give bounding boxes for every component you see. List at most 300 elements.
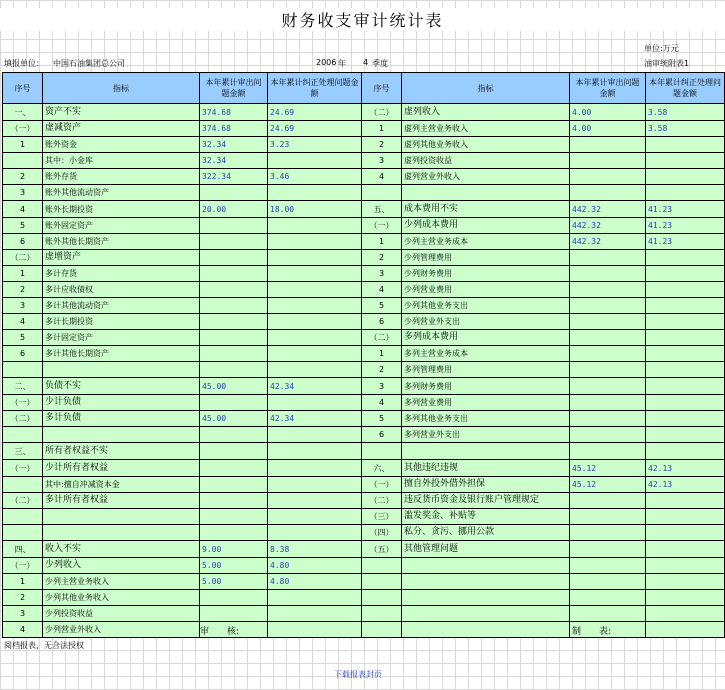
cell-correct-amount-left xyxy=(268,525,362,541)
cell-audit-amount-right: 442.32 xyxy=(570,201,646,218)
table-row xyxy=(3,137,725,153)
cell-audit-amount-right xyxy=(570,137,646,153)
cell-audit-amount-right xyxy=(570,427,646,443)
cell-audit-amount-right xyxy=(570,185,646,201)
cell-indicator-left: 多计所有者权益 xyxy=(43,493,200,509)
cell-indicator-right: 少列管理费用 xyxy=(402,250,570,266)
cell-correct-amount-left xyxy=(268,185,362,201)
cell-indicator-left: 多计其他流动资产 xyxy=(43,298,200,314)
cell-correct-amount-right: 41.23 xyxy=(646,218,725,234)
cell-indicator-right: 私分、贪污、挪用公款 xyxy=(402,525,570,541)
cell-seq-right: （四） xyxy=(362,525,402,541)
cell-seq-right: （一） xyxy=(362,218,402,234)
maker-label: 制 表: xyxy=(572,627,612,637)
cell-correct-amount-left: 4.80 xyxy=(268,558,362,574)
cell-indicator-left: 虚减资产 xyxy=(43,121,200,137)
cell-audit-amount-right xyxy=(570,525,646,541)
cell-indicator-left: 账外资金 xyxy=(43,137,200,153)
cell-correct-amount-left: 24.69 xyxy=(268,121,362,137)
table-row xyxy=(3,574,725,590)
audit-statistics-table xyxy=(2,72,725,638)
cell-seq-left: （一） xyxy=(3,558,43,574)
cell-indicator-right: 滥发奖金、补贴等 xyxy=(402,509,570,525)
cell-correct-amount-right xyxy=(646,395,725,411)
cell-indicator-right: 多列营业费用 xyxy=(402,395,570,411)
cell-indicator-left: 账外固定资产 xyxy=(43,218,200,234)
cell-indicator-left: 少计负债 xyxy=(43,395,200,411)
cell-indicator-right xyxy=(402,443,570,460)
cell-indicator-right: 少列成本费用 xyxy=(402,218,570,234)
cell-indicator-right: 其他管理问题 xyxy=(402,541,570,558)
cell-audit-amount-left: 374.68 xyxy=(200,121,268,137)
cell-correct-amount-right xyxy=(646,314,725,330)
cell-audit-amount-right: 442.32 xyxy=(570,218,646,234)
cell-indicator-right xyxy=(402,622,570,638)
table-row xyxy=(3,314,725,330)
cell-correct-amount-left xyxy=(268,250,362,266)
table-row xyxy=(3,218,725,234)
cell-audit-amount-right xyxy=(570,330,646,346)
cell-audit-amount-right xyxy=(570,250,646,266)
cell-seq-left: 4 xyxy=(3,314,43,330)
cell-audit-amount-right xyxy=(570,541,646,558)
cell-seq-left xyxy=(3,362,43,378)
table-row xyxy=(3,395,725,411)
cell-seq-left: 二、 xyxy=(3,378,43,395)
cell-correct-amount-right xyxy=(646,169,725,185)
cell-indicator-right: 成本费用不实 xyxy=(402,201,570,218)
cell-audit-amount-left xyxy=(200,234,268,250)
cell-correct-amount-left xyxy=(268,218,362,234)
cell-indicator-left: 收入不实 xyxy=(43,541,200,558)
cell-correct-amount-left: 24.69 xyxy=(268,104,362,121)
cell-audit-amount-right xyxy=(570,558,646,574)
cell-correct-amount-left: 8.38 xyxy=(268,541,362,558)
cell-correct-amount-left xyxy=(268,477,362,493)
header-seq-right: 序号 xyxy=(362,73,402,104)
cell-seq-left: 6 xyxy=(3,234,43,250)
cell-correct-amount-right: 41.23 xyxy=(646,201,725,218)
cell-audit-amount-left: 32.34 xyxy=(200,153,268,169)
cell-correct-amount-left: 3.46 xyxy=(268,169,362,185)
cell-audit-amount-left xyxy=(200,460,268,477)
cell-indicator-right xyxy=(402,606,570,622)
cell-correct-amount-left xyxy=(268,590,362,606)
cell-correct-amount-right xyxy=(646,590,725,606)
cell-seq-left: 2 xyxy=(3,590,43,606)
cell-seq-left: （二） xyxy=(3,411,43,427)
cell-indicator-right xyxy=(402,185,570,201)
table-row xyxy=(3,298,725,314)
cell-correct-amount-right xyxy=(646,411,725,427)
cell-audit-amount-right xyxy=(570,574,646,590)
table-row xyxy=(3,558,725,574)
cell-audit-amount-right xyxy=(570,282,646,298)
header-audit-amount-right: 本年累计审出问题金额 xyxy=(570,73,646,104)
cell-seq-left xyxy=(3,525,43,541)
table-row xyxy=(3,378,725,395)
quarter-unit: 季度 xyxy=(372,59,388,68)
cell-indicator-left: 少列投资收益 xyxy=(43,606,200,622)
cell-correct-amount-right: 42.13 xyxy=(646,477,725,493)
cell-seq-left: （一） xyxy=(3,121,43,137)
cell-audit-amount-right: 4.00 xyxy=(570,121,646,137)
cell-correct-amount-right xyxy=(646,427,725,443)
cell-seq-right: （一） xyxy=(362,477,402,493)
table-row xyxy=(3,460,725,477)
cell-indicator-right: 少列财务费用 xyxy=(402,266,570,282)
table-row xyxy=(3,590,725,606)
cell-indicator-right: 多列营业外支出 xyxy=(402,427,570,443)
cell-seq-right: （二） xyxy=(362,104,402,121)
cell-correct-amount-left xyxy=(268,266,362,282)
table-row xyxy=(3,330,725,346)
table-row xyxy=(3,541,725,558)
cell-audit-amount-left xyxy=(200,509,268,525)
cell-indicator-left: 多计负债 xyxy=(43,411,200,427)
cell-audit-amount-right: 442.32 xyxy=(570,234,646,250)
cell-indicator-right xyxy=(402,590,570,606)
cell-seq-left: 6 xyxy=(3,346,43,362)
cell-seq-left: 2 xyxy=(3,282,43,298)
cell-seq-right: 5 xyxy=(362,298,402,314)
cell-audit-amount-left xyxy=(200,525,268,541)
cell-correct-amount-right xyxy=(646,266,725,282)
cell-indicator-left: 负债不实 xyxy=(43,378,200,395)
cell-seq-right: 1 xyxy=(362,346,402,362)
cell-indicator-right: 多列管理费用 xyxy=(402,362,570,378)
cell-seq-right: 1 xyxy=(362,234,402,250)
cell-correct-amount-right xyxy=(646,622,725,638)
cell-seq-right: 2 xyxy=(362,250,402,266)
cell-audit-amount-left xyxy=(200,250,268,266)
cell-seq-right: 5 xyxy=(362,411,402,427)
cell-correct-amount-right xyxy=(646,606,725,622)
cell-correct-amount-right xyxy=(646,282,725,298)
cell-seq-left: （二） xyxy=(3,250,43,266)
cell-seq-right xyxy=(362,443,402,460)
reviewer-label: 审 核: xyxy=(200,627,240,637)
cell-indicator-left: 少列其他业务收入 xyxy=(43,590,200,606)
cell-correct-amount-right xyxy=(646,346,725,362)
cell-seq-right: （二） xyxy=(362,493,402,509)
cell-seq-left: 5 xyxy=(3,330,43,346)
cell-audit-amount-right xyxy=(570,298,646,314)
cell-seq-right xyxy=(362,622,402,638)
cell-indicator-right: 虚列收入 xyxy=(402,104,570,121)
cell-seq-right xyxy=(362,558,402,574)
cell-seq-left xyxy=(3,427,43,443)
cell-audit-amount-right xyxy=(570,362,646,378)
table-row xyxy=(3,427,725,443)
cell-indicator-right: 虚列主营业务收入 xyxy=(402,121,570,137)
cell-audit-amount-right xyxy=(570,606,646,622)
cell-seq-left: 4 xyxy=(3,622,43,638)
cell-seq-left: （二） xyxy=(3,493,43,509)
cell-correct-amount-right: 41.23 xyxy=(646,234,725,250)
cell-correct-amount-right xyxy=(646,525,725,541)
cell-seq-left: 2 xyxy=(3,169,43,185)
cell-audit-amount-left xyxy=(200,266,268,282)
table-row xyxy=(3,266,725,282)
cell-indicator-right: 其他违纪违规 xyxy=(402,460,570,477)
table-row xyxy=(3,234,725,250)
cell-indicator-right xyxy=(402,558,570,574)
report-quarter: 4 xyxy=(363,58,369,67)
cell-audit-amount-right xyxy=(570,493,646,509)
cell-indicator-left: 账外其他长期资产 xyxy=(43,234,200,250)
cell-seq-left xyxy=(3,477,43,493)
cell-audit-amount-left xyxy=(200,330,268,346)
cell-indicator-right xyxy=(402,574,570,590)
header-correct-amount-right: 本年累计纠正处理问题金额 xyxy=(646,73,725,104)
cell-audit-amount-left xyxy=(200,493,268,509)
cell-seq-left: 3 xyxy=(3,298,43,314)
cell-audit-amount-left xyxy=(200,427,268,443)
table-row xyxy=(3,362,725,378)
header-audit-amount-left: 本年累计审出问题金额 xyxy=(200,73,268,104)
table-row xyxy=(3,477,725,493)
cell-indicator-left xyxy=(43,525,200,541)
cell-correct-amount-left xyxy=(268,493,362,509)
cell-indicator-right: 多列其他业务支出 xyxy=(402,411,570,427)
cell-audit-amount-left xyxy=(200,362,268,378)
cell-correct-amount-right xyxy=(646,153,725,169)
cell-indicator-right: 擅自外投外借外担保 xyxy=(402,477,570,493)
cell-indicator-left: 虚增资产 xyxy=(43,250,200,266)
cell-correct-amount-left xyxy=(268,234,362,250)
cell-audit-amount-left: 374.68 xyxy=(200,104,268,121)
cell-seq-left: 四、 xyxy=(3,541,43,558)
cell-audit-amount-left xyxy=(200,346,268,362)
cell-correct-amount-left xyxy=(268,346,362,362)
cell-seq-left xyxy=(3,153,43,169)
cell-audit-amount-left xyxy=(200,218,268,234)
header-indicator-right: 指标 xyxy=(402,73,570,104)
cell-audit-amount-left xyxy=(200,477,268,493)
cell-audit-amount-right xyxy=(570,443,646,460)
cell-indicator-left: 少列营业外收入 xyxy=(43,622,200,638)
cell-audit-amount-left: 9.00 xyxy=(200,541,268,558)
cell-indicator-right: 多列成本费用 xyxy=(402,330,570,346)
reporter-label: 填报单位： xyxy=(4,59,44,68)
cell-indicator-left: 账外存货 xyxy=(43,169,200,185)
cell-seq-right: （三） xyxy=(362,509,402,525)
cell-indicator-left: 资产不实 xyxy=(43,104,200,121)
cell-seq-right: （五） xyxy=(362,541,402,558)
cell-indicator-right: 少列其他业务支出 xyxy=(402,298,570,314)
cell-audit-amount-left xyxy=(200,298,268,314)
cell-correct-amount-right: 3.58 xyxy=(646,104,725,121)
cell-correct-amount-right: 42.13 xyxy=(646,460,725,477)
cell-seq-right: 3 xyxy=(362,153,402,169)
cell-seq-right: 五、 xyxy=(362,201,402,218)
cell-correct-amount-right xyxy=(646,298,725,314)
cell-indicator-left: 账外其他流动资产 xyxy=(43,185,200,201)
table-header-row xyxy=(3,73,725,104)
table-row xyxy=(3,411,725,427)
cell-correct-amount-left xyxy=(268,330,362,346)
authorization-note: 阅档报表，无合法授权 xyxy=(4,641,84,650)
table-row xyxy=(3,282,725,298)
cell-indicator-left: 其中：小金库 xyxy=(43,153,200,169)
cell-seq-right: （二） xyxy=(362,330,402,346)
cell-audit-amount-left: 5.00 xyxy=(200,558,268,574)
cell-indicator-left: 少计所有者权益 xyxy=(43,460,200,477)
cell-correct-amount-right xyxy=(646,541,725,558)
cell-correct-amount-left xyxy=(268,282,362,298)
cell-correct-amount-right xyxy=(646,330,725,346)
cell-seq-left: 3 xyxy=(3,185,43,201)
cell-audit-amount-left: 5.00 xyxy=(200,574,268,590)
cell-correct-amount-right xyxy=(646,378,725,395)
table-row xyxy=(3,493,725,509)
cell-seq-right: 1 xyxy=(362,121,402,137)
header-indicator-left: 指标 xyxy=(43,73,200,104)
cell-indicator-left: 少列收入 xyxy=(43,558,200,574)
cell-seq-right xyxy=(362,590,402,606)
cell-indicator-left: 多计应收债权 xyxy=(43,282,200,298)
cell-correct-amount-left xyxy=(268,443,362,460)
cell-correct-amount-left xyxy=(268,298,362,314)
cell-correct-amount-left: 42.34 xyxy=(268,378,362,395)
cell-indicator-left xyxy=(43,509,200,525)
cell-audit-amount-left: 32.34 xyxy=(200,137,268,153)
cell-indicator-right: 违反货币资金及银行账户管理规定 xyxy=(402,493,570,509)
cell-seq-left: （一） xyxy=(3,395,43,411)
cell-audit-amount-left: 20.00 xyxy=(200,201,268,218)
cell-audit-amount-left: 322.34 xyxy=(200,169,268,185)
cell-indicator-left: 多计长期投资 xyxy=(43,314,200,330)
page-title: 财务收支审计统计表 xyxy=(0,8,725,31)
cell-correct-amount-right xyxy=(646,137,725,153)
cell-seq-left: 1 xyxy=(3,266,43,282)
cell-seq-right xyxy=(362,185,402,201)
cell-correct-amount-left xyxy=(268,362,362,378)
cell-correct-amount-right xyxy=(646,250,725,266)
cell-audit-amount-right xyxy=(570,266,646,282)
cell-seq-right: 4 xyxy=(362,169,402,185)
cell-correct-amount-right xyxy=(646,185,725,201)
cell-correct-amount-left xyxy=(268,509,362,525)
cell-audit-amount-right xyxy=(570,509,646,525)
cell-seq-left: 一、 xyxy=(3,104,43,121)
cell-audit-amount-left xyxy=(200,314,268,330)
cell-correct-amount-right xyxy=(646,509,725,525)
cell-indicator-right: 虚列其他业务收入 xyxy=(402,137,570,153)
cell-correct-amount-left: 42.34 xyxy=(268,411,362,427)
table-row xyxy=(3,525,725,541)
cell-correct-amount-left xyxy=(268,427,362,443)
cell-correct-amount-left xyxy=(268,153,362,169)
cell-seq-left: 1 xyxy=(3,574,43,590)
cell-seq-left: 1 xyxy=(3,137,43,153)
cell-correct-amount-left xyxy=(268,314,362,330)
cell-seq-right: 2 xyxy=(362,362,402,378)
cell-correct-amount-right xyxy=(646,362,725,378)
cell-audit-amount-left: 45.00 xyxy=(200,378,268,395)
cell-indicator-right: 虚列营业外收入 xyxy=(402,169,570,185)
year-unit: 年 xyxy=(338,59,346,68)
cell-seq-right: 六、 xyxy=(362,460,402,477)
cell-indicator-right: 多列主营业务成本 xyxy=(402,346,570,362)
cell-audit-amount-left xyxy=(200,282,268,298)
cell-indicator-right: 多列财务费用 xyxy=(402,378,570,395)
form-code: 油审统附表1 xyxy=(644,59,690,68)
cell-correct-amount-left: 18.00 xyxy=(268,201,362,218)
cell-seq-right xyxy=(362,606,402,622)
cell-audit-amount-right: 4.00 xyxy=(570,104,646,121)
cell-indicator-right: 虚列投资收益 xyxy=(402,153,570,169)
cell-indicator-left: 多计存货 xyxy=(43,266,200,282)
cell-indicator-left: 多计其他长期资产 xyxy=(43,346,200,362)
cell-correct-amount-left xyxy=(268,606,362,622)
cell-seq-right: 3 xyxy=(362,378,402,395)
cell-indicator-left xyxy=(43,427,200,443)
cell-indicator-left: 所有者权益不实 xyxy=(43,443,200,460)
cell-audit-amount-left xyxy=(200,443,268,460)
table-row xyxy=(3,346,725,362)
table-row xyxy=(3,153,725,169)
cell-indicator-left xyxy=(43,362,200,378)
cell-audit-amount-right xyxy=(570,169,646,185)
cell-correct-amount-left xyxy=(268,395,362,411)
cell-correct-amount-right xyxy=(646,558,725,574)
cell-seq-right xyxy=(362,574,402,590)
cell-audit-amount-right xyxy=(570,153,646,169)
cell-indicator-left: 账外长期投资 xyxy=(43,201,200,218)
table-row xyxy=(3,622,725,638)
table-row xyxy=(3,509,725,525)
cell-audit-amount-right: 45.12 xyxy=(570,460,646,477)
cell-correct-amount-left xyxy=(268,622,362,638)
cell-audit-amount-left xyxy=(200,395,268,411)
cell-correct-amount-right xyxy=(646,574,725,590)
download-cover-link[interactable]: 下载报表封页 xyxy=(334,670,382,679)
cell-seq-left: 三、 xyxy=(3,443,43,460)
report-year: 2006 xyxy=(316,58,337,67)
cell-audit-amount-left xyxy=(200,590,268,606)
cell-audit-amount-right: 45.12 xyxy=(570,477,646,493)
cell-audit-amount-left xyxy=(200,606,268,622)
table-row xyxy=(3,121,725,137)
cell-seq-left: （一） xyxy=(3,460,43,477)
table-row xyxy=(3,201,725,218)
cell-correct-amount-right: 3.58 xyxy=(646,121,725,137)
cell-seq-right: 2 xyxy=(362,137,402,153)
cell-seq-left: 3 xyxy=(3,606,43,622)
cell-correct-amount-left xyxy=(268,460,362,477)
unit-label: 单位:万元 xyxy=(644,44,679,53)
reporter-name: 中国石油集团总公司 xyxy=(53,59,125,68)
cell-seq-right: 3 xyxy=(362,266,402,282)
cell-correct-amount-left: 3.23 xyxy=(268,137,362,153)
cell-seq-right: 4 xyxy=(362,395,402,411)
table-row xyxy=(3,185,725,201)
cell-seq-left: 4 xyxy=(3,201,43,218)
table-row xyxy=(3,606,725,622)
cell-audit-amount-left: 45.00 xyxy=(200,411,268,427)
cell-audit-amount-right xyxy=(570,395,646,411)
cell-audit-amount-right xyxy=(570,346,646,362)
cell-audit-amount-left xyxy=(200,185,268,201)
cell-indicator-left: 多计固定资产 xyxy=(43,330,200,346)
cell-correct-amount-left: 4.80 xyxy=(268,574,362,590)
cell-seq-left xyxy=(3,509,43,525)
cell-audit-amount-right xyxy=(570,314,646,330)
cell-indicator-right: 少列营业费用 xyxy=(402,282,570,298)
cell-seq-right: 4 xyxy=(362,282,402,298)
